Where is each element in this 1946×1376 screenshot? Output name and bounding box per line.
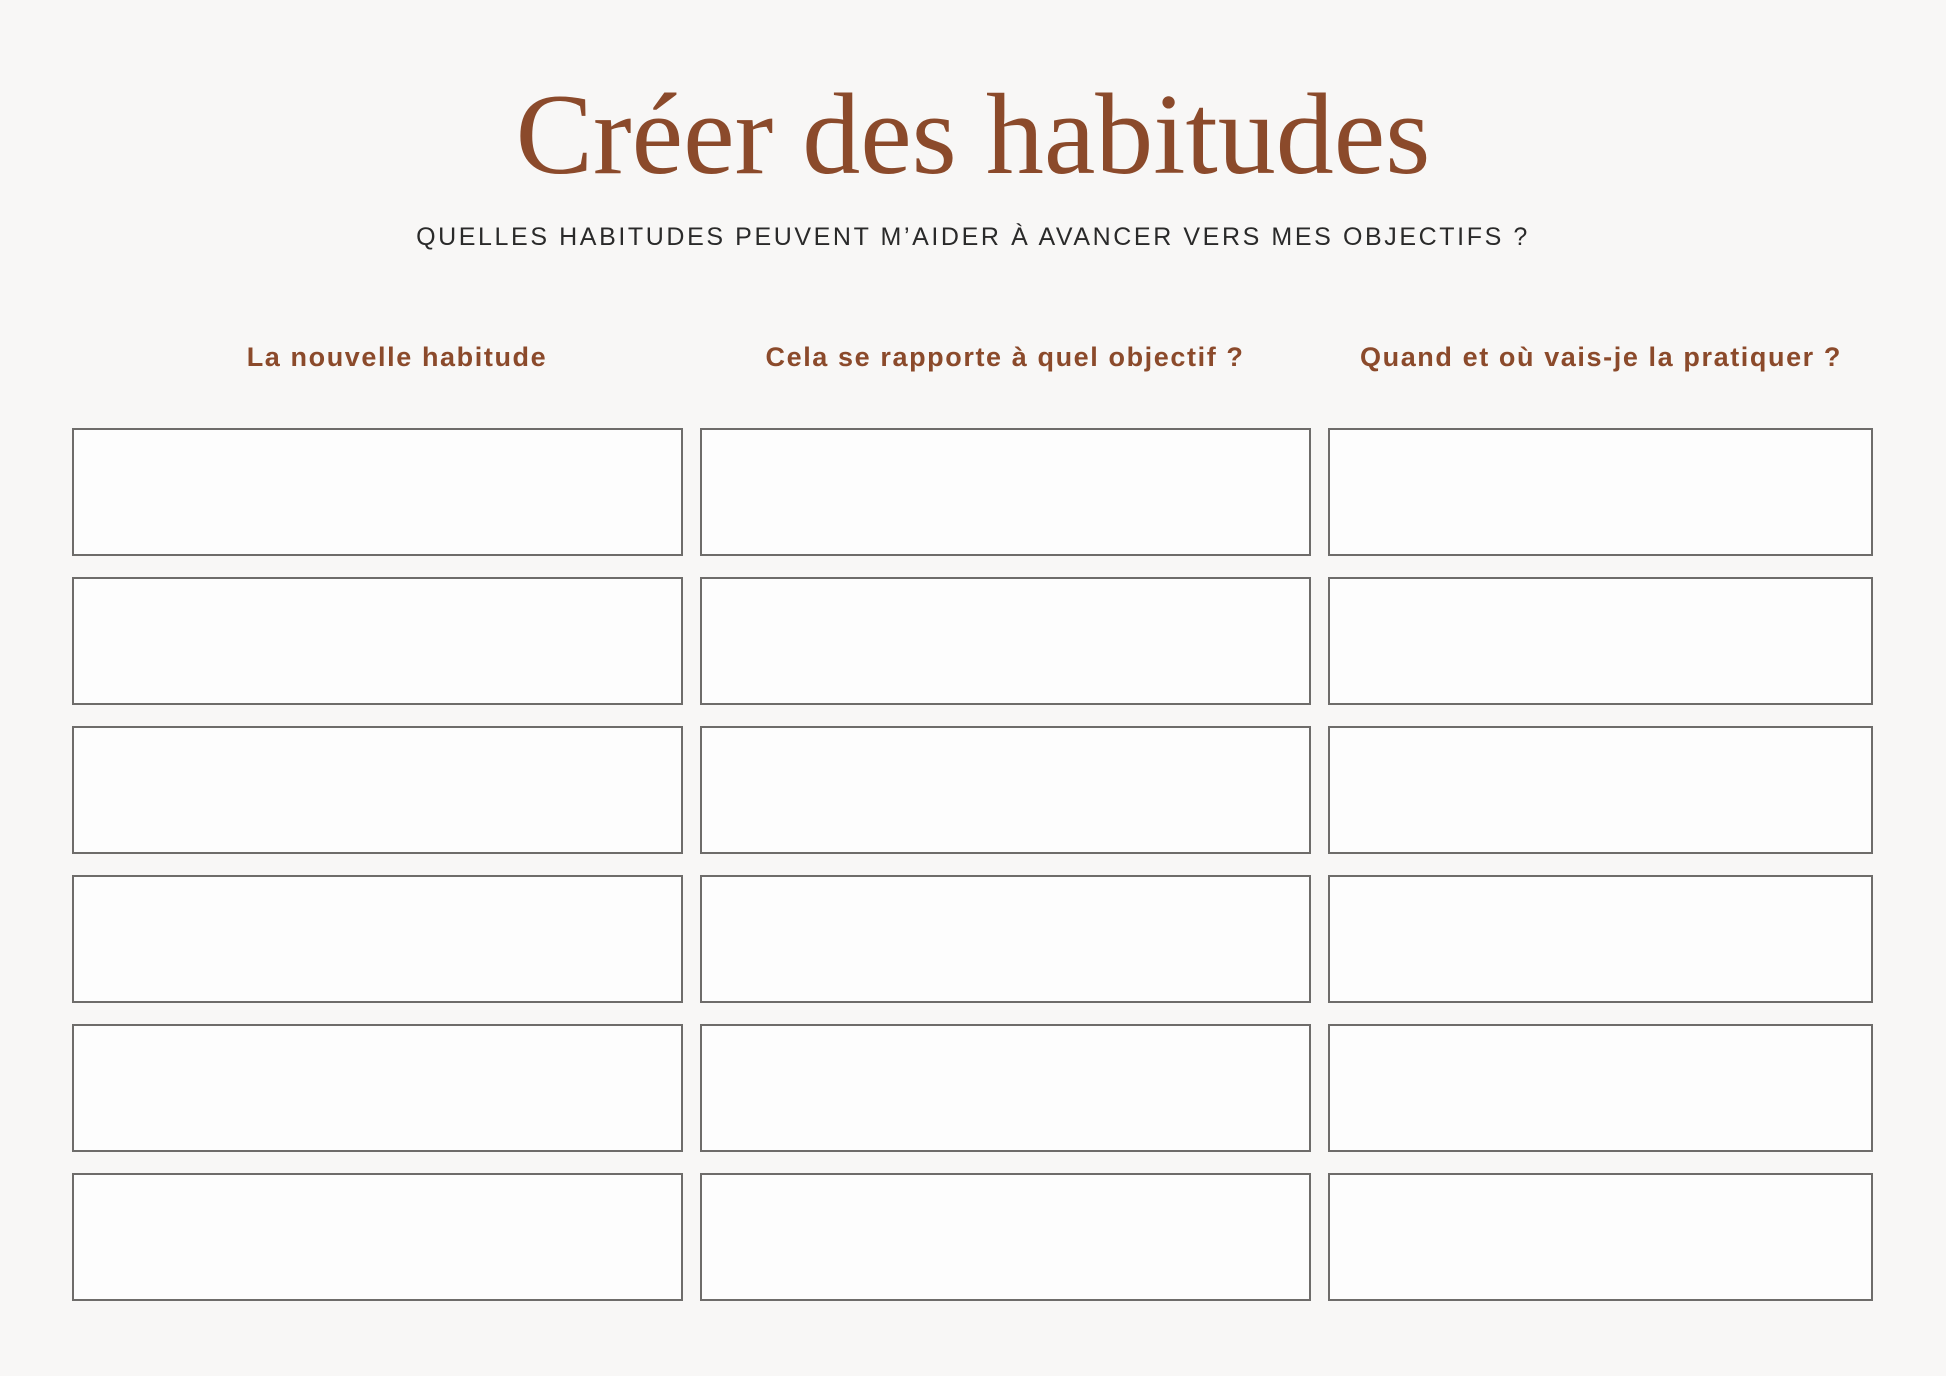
input-box-when-where[interactable]	[1328, 1173, 1873, 1301]
input-box-when-where[interactable]	[1328, 577, 1873, 705]
page-title: Créer des habitudes	[515, 71, 1431, 199]
column-header-objective: Cela se rapporte à quel objectif ?	[765, 342, 1245, 372]
input-box-objective[interactable]	[700, 1173, 1311, 1301]
column-header-when-where: Quand et où vais-je la pratiquer ?	[1360, 342, 1842, 372]
input-box-objective[interactable]	[700, 428, 1311, 556]
input-box-objective[interactable]	[700, 726, 1311, 854]
input-box-new-habit[interactable]	[72, 726, 683, 854]
input-box-new-habit[interactable]	[72, 428, 683, 556]
input-box-when-where[interactable]	[1328, 875, 1873, 1003]
input-box-new-habit[interactable]	[72, 577, 683, 705]
input-box-when-where[interactable]	[1328, 726, 1873, 854]
input-box-when-where[interactable]	[1328, 1024, 1873, 1152]
input-box-objective[interactable]	[700, 875, 1311, 1003]
input-box-objective[interactable]	[700, 577, 1311, 705]
page-subtitle: QUELLES HABITUDES PEUVENT M’AIDER À AVANCER VERS MES OBJECTIFS ?	[416, 223, 1530, 251]
input-box-new-habit[interactable]	[72, 1173, 683, 1301]
input-box-new-habit[interactable]	[72, 1024, 683, 1152]
input-box-when-where[interactable]	[1328, 428, 1873, 556]
input-box-new-habit[interactable]	[72, 875, 683, 1003]
input-box-objective[interactable]	[700, 1024, 1311, 1152]
column-header-new-habit: La nouvelle habitude	[246, 342, 548, 372]
